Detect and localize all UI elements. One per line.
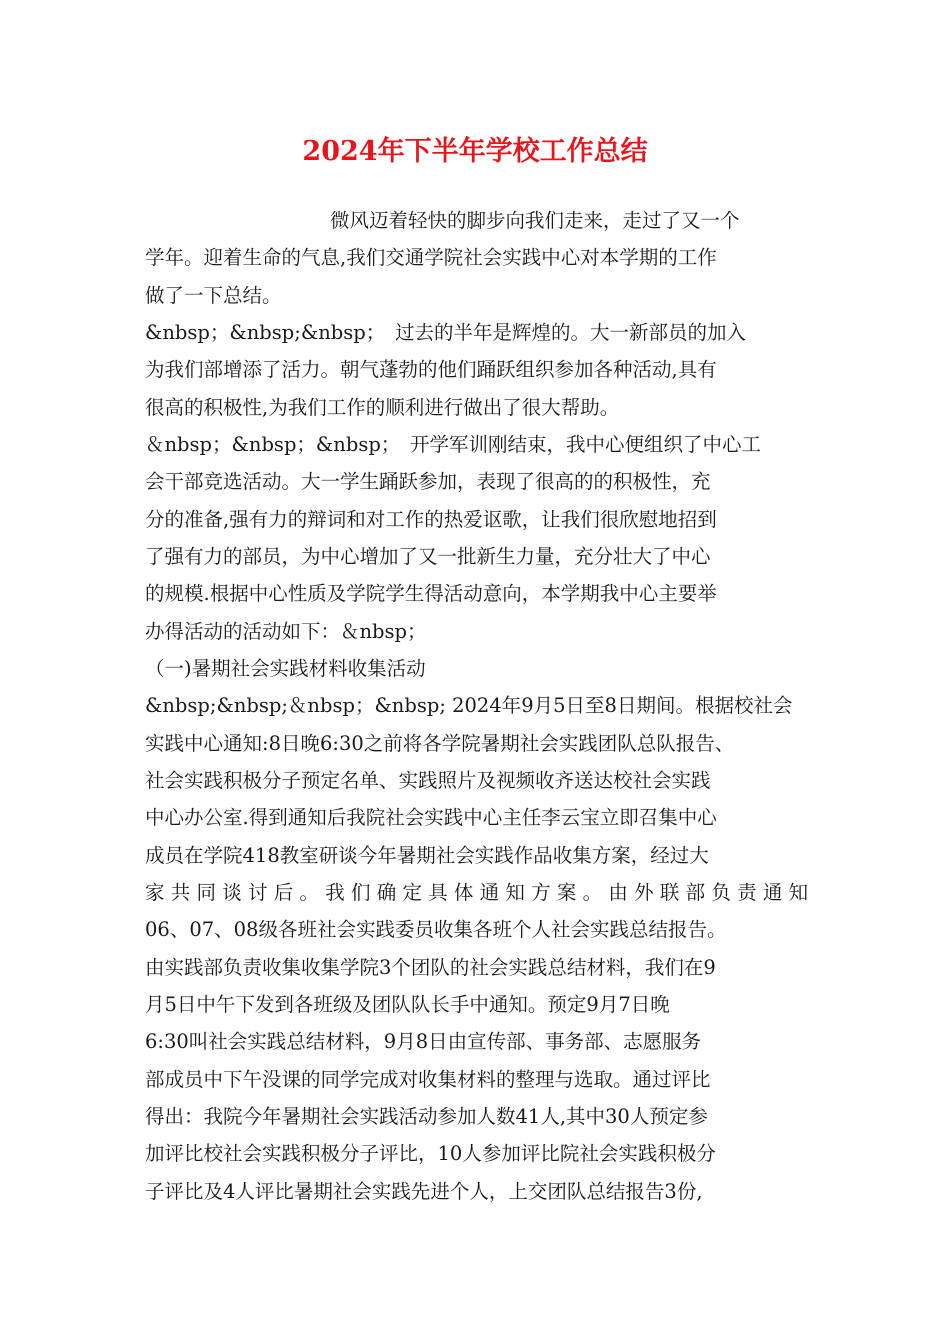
text-line: 实践中心通知:8日晚6:30之前将各学院暑期社会实践团队总队报告、 (145, 732, 735, 755)
text-line: 为我们部增添了活力。朝气蓬勃的他们踊跃组织参加各种活动,具有 (145, 358, 717, 381)
text-line: 做了一下总结。 (145, 284, 282, 307)
text-line: 的规模.根据中心性质及学院学生得活动意向，本学期我中心主要举 (145, 582, 717, 605)
text-line: 成员在学院418教室研谈今年暑期社会实践作品收集方案，经过大 (145, 844, 709, 867)
text-line: 了强有力的部员，为中心增加了又一批新生力量，充分壮大了中心 (145, 545, 711, 568)
text-line: 加评比校社会实践积极分子评比，10人参加评比院社会实践积极分 (145, 1142, 716, 1165)
text-line: 6:30叫社会实践总结材料，9月8日由宣传部、事务部、志愿服务 (145, 1030, 702, 1053)
text-line: 子评比及4人评比暑期社会实践先进个人，上交团队总结报告3份, (145, 1180, 703, 1203)
text-line: 月5日中午下发到各班级及团队队长手中通知。预定9月7日晚 (145, 993, 670, 1016)
text-line: 社会实践积极分子预定名单、实践照片及视频收齐送达校社会实践 (145, 769, 711, 792)
text-line: 家共同谈讨后。我们确定具体通知方案。由外联部负责通知 (145, 881, 808, 904)
text-line: 分的准备,强有力的辩词和对工作的热爱讴歌，让我们很欣慰地招到 (145, 508, 717, 531)
text-line: 得出：我院今年暑期社会实践活动参加人数41人,其中30人预定参 (145, 1105, 708, 1128)
document-title: 2024年下半年学校工作总结 (302, 136, 648, 167)
text-line: 由实践部负责收集收集学院3个团队的社会实践总结材料，我们在9 (145, 956, 716, 979)
text-line: ＆nbsp；&nbsp；&nbsp； 开学军训刚结束，我中心便组织了中心工 (145, 433, 762, 456)
text-line: 部成员中下午没课的同学完成对收集材料的整理与选取。通过评比 (145, 1068, 711, 1091)
text-line: 06、07、08级各班社会实践委员收集各班个人社会实践总结报告。 (145, 918, 727, 941)
section-heading: （一)暑期社会实践材料收集活动 (145, 657, 426, 680)
text-line: &nbsp;&nbsp;＆nbsp；&nbsp; 2024年9月5日至8日期间。根据校社会 (145, 694, 793, 717)
text-line: 会干部竞选活动。大一学生踊跃参加，表现了很高的的积极性，充 (145, 470, 711, 493)
text-line: 很高的积极性,为我们工作的顺利进行做出了很大帮助。 (145, 396, 620, 419)
text-line: &nbsp；&nbsp;&nbsp； 过去的半年是辉煌的。大一新部员的加入 (145, 321, 746, 344)
text-line: 办得活动的活动如下：＆nbsp； (145, 620, 427, 643)
text-line: 微风迈着轻快的脚步向我们走来，走过了又一个 (330, 209, 740, 232)
text-line: 中心办公室.得到通知后我院社会实践中心主任李云宝立即召集中心 (145, 806, 717, 829)
text-line: 学年。迎着生命的气息,我们交通学院社会实践中心对本学期的工作 (145, 246, 717, 269)
